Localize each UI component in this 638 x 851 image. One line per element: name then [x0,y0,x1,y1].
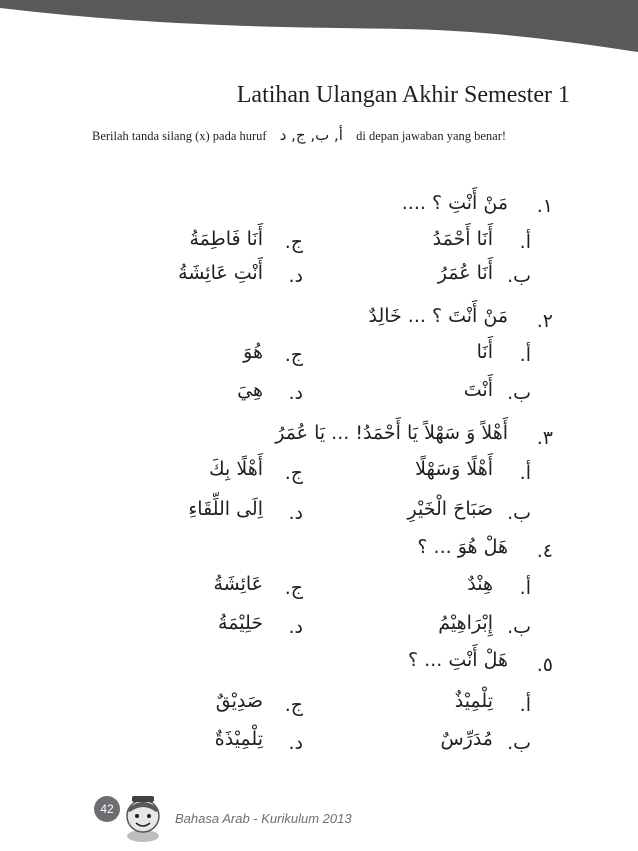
question-4-prompt: هَلْ هُوَ ... ؟ [417,536,508,558]
instruction-text [92,126,592,144]
question-1-option-c-letter: ج. [284,231,303,253]
instruction-before: Berilah tanda silang (x) pada huruf [92,129,267,143]
question-1-option-c: أَنَا فَاطِمَةُ [189,228,263,250]
instruction-letters: أ, ب, ج, د [279,126,343,144]
question-3-option-c: أَهْلًا بِكَ [209,458,263,480]
question-1-option-b-letter: ب. [507,265,531,287]
question-4-option-d: حَلِيْمَةُ [218,612,263,634]
question-2-option-b: أَنْتَ [463,379,493,401]
question-5-option-d: تِلْمِيْذَةٌ [214,728,263,750]
student-mascot-icon [118,790,168,842]
question-5-option-a: تِلْمِيْذٌ [454,690,493,712]
question-1-option-a: أَنَا أَحْمَدُ [432,228,493,250]
question-1-option-a-letter: أ. [519,231,531,253]
book-title-footer: Bahasa Arab - Kurikulum 2013 [175,811,352,826]
question-1-prompt: مَنْ أَنْتِ ؟ .... [401,192,508,214]
question-1-option-d: أَنْتِ عَائِشَةُ [178,262,263,284]
question-3-option-b: صَبَاحَ الْخَيْرِ [407,498,493,520]
page-title: Latihan Ulangan Akhir Semester 1 [236,82,570,108]
question-5-prompt: هَلْ أَنْتِ ... ؟ [408,649,508,671]
question-5-option-b: مُدَرِّسٌ [440,728,493,750]
question-1-number: ١. [536,195,553,217]
question-4-option-b-letter: ب. [507,616,531,638]
question-2-option-c-letter: ج. [284,344,303,366]
question-2-option-d: هِيَ [237,379,263,401]
page-number-badge [94,796,120,822]
question-2-option-d-letter: د. [288,382,303,404]
question-3-option-b-letter: ب. [507,502,531,524]
question-3-option-d-letter: د. [288,502,303,524]
question-1-option-b: أَنَا عُمَرُ [437,262,493,284]
question-4-option-d-letter: د. [288,616,303,638]
question-4-option-c-letter: ج. [284,577,303,599]
question-5-number: ٥. [536,654,553,676]
question-3-option-c-letter: ج. [284,462,303,484]
question-4-option-c: عَائِشَةُ [213,573,263,595]
question-5-option-c: صَدِيْقٌ [215,690,263,712]
question-1-option-d-letter: د. [288,265,303,287]
top-decorative-band [0,0,638,70]
question-4-option-a-letter: أ. [519,577,531,599]
question-3-option-d: اِلَى اللِّقَاءِ [188,498,263,520]
question-2-option-a-letter: أ. [519,344,531,366]
question-3-option-a-letter: أ. [519,462,531,484]
question-2-option-b-letter: ب. [507,382,531,404]
question-2-number: ٢. [536,310,553,332]
question-4-option-a: هِنْدٌ [467,573,493,595]
question-3-number: ٣. [536,427,553,449]
question-5-option-b-letter: ب. [507,732,531,754]
question-2-prompt: مَنْ أَنْتَ ؟ ... خَالِدٌ [368,305,508,327]
question-5-option-c-letter: ج. [284,694,303,716]
question-5-option-d-letter: د. [288,732,303,754]
question-3-option-a: أَهْلًا وَسَهْلًا [415,458,493,480]
instruction-after: di depan jawaban yang benar! [356,129,507,143]
question-2-option-c: هُوَ [243,341,263,363]
question-5-option-a-letter: أ. [519,694,531,716]
page-number: 42 [100,802,114,816]
question-4-option-b: إِبْرَاهِيْمُ [438,612,493,634]
question-3-prompt: أَهْلاً وَ سَهْلاً يَا أَحْمَدُ! ... يَا عُمَرُ [275,422,508,444]
question-4-number: ٤. [536,540,553,562]
question-2-option-a: أَنَا [476,341,493,363]
